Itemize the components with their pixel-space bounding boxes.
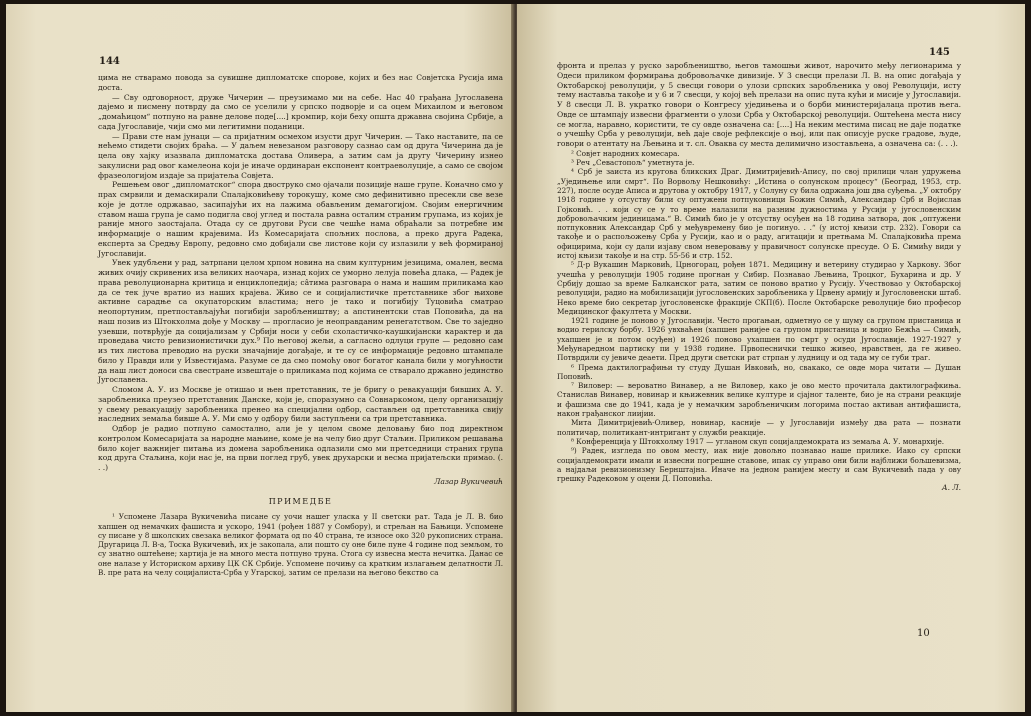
- paragraph: — Прави сте нам јунаци — са пријатним осмехом изусти друг Чичерин. — Тако наставите, па се нећемо стидети својих браћа. — У даљем невезаном разговору сазнао сам од друга Чичерина да је цела ову хајку изазвала дипломатска доставa Оливера, а затим сам ја другу Чичерину изнео закулисни рад овог камелеона који је иначе ординаран експонент контраеволуције, а само се својом фразеологијом издаје за пријатеља Совјета.: [98, 131, 503, 180]
- paragraph: Сломом А. У. из Москве је отишао и њен претставник, те је бригу о ревакуацији бивших А. У. заробљеника преузео претставник Данске, који је, споразумно са Совнаркомом, целу организацију у свему ревакуацију заробљеника пренео на специјални одбор, састављен од претставника свију наследних земаља бивше А. У. Ми смо у одбору били заступљени са три претставника.: [98, 385, 503, 424]
- footnote: ³ Реч „Севастопољ“ уметнута је.: [571, 158, 695, 168]
- footnote: ⁶ Према дактилографињи ту студу Душан Ивковић, но, свакако, се овде мора читати — Душан Поповић.: [557, 362, 961, 381]
- footnote: Мита Димитријевић-Оливер, новинар, касније — у Југославији између два рата — познати политичар, политикант-интригант у служби реакције.: [557, 418, 961, 437]
- paragraph: фронта и прелаз у руско заробљеништво, његов тамошњи живот, нарочито међу легионарима у Одеси приликом формирања добровољачке дивизије. У 3 свесци прелази Л. В. на опис догађаја у Октобарској револуцији, у 5 свесци говори о улози српских заробљеника у овој Револуцији, исту тему наставља такође и у 6 и 7 свесци, у којој већ прелази на опис пута кући и мисије у Југославији. У 8 свесци Л. В. укратко говори о Конгресу уједињења и о борби министеријалаца против њега. Овде се штампају извесни фрагменти о улози Срба у Октобарској револуцији. Оштећена места нису се могла, наравно, користити, те су овде означена са: [....] На неким местима писац не даје податке о учешћу Срба у револуцији, већ даје своје рефлексије о њој, или пак описује руске градове, људе, говори о атентату на Љењина и т. сл. Оваква су места делимично изостављена, а означена са: (. . .).: [557, 61, 961, 148]
- footnote: ⁷ Виловер: — вероватно Винавер, а не Виловер, како је ово место прочитала дактилографкиња. Станислав Винавер, новинар и књижевник велике културе и сјајног таленте, био је на страни реакције и фашизма све до 1941, када је у немачким заробљеничким логорима постао активан антифашиста, након грађанског лиијии.: [557, 381, 961, 419]
- footnote: ⁸ Конференција у Штокхолму 1917 — угланом скуп социјалдемократа из земаља А. У. монархије.: [571, 436, 945, 446]
- footnote: 1921 године је поново у Југославији. Често прогањан, одметнуо се у шуму са групом пристаница и водио герилску борбу. 1926 увхваћен (хапшен ранијее са групом пристаница и водио Бежћа — Симић, ухапшен је и потом осуђен) и 1926 поново ухапшен по смрт у осуди Југославије. 1927-1927 у Међунаредном партиску пи у 1938 године. Првопеснички тешко живео, нравствен, да ге живео. Потврдили су јевиче деаети. Пред други светски рат стрпан у лудницу и од тада му се губи траг.: [557, 316, 961, 363]
- right-page: [517, 4, 1025, 712]
- paragraph: Решењем овог „дипломатског“ спора двоструко смо ојачали позиције наше групе. Коначно смо у прах смрвили и демаскирали Спалајковићеву торокушу, коме смо дефинитивно пресекли све везе које је дотле одржавао, засипајући их на лажима обављеним демагогијом. Својим енергичним ставом наша група је само подигла свој углед и постала равна осталим страним групама, из којих је раније много заостајала. Отада су се другови Руси све чешће нама обраћали за потребне им информације о нашим крајевима. Из Комесаријата спољних послова, а преко друга Радека, експерта за Средњу Европу, редовно смо добијали све листове који су излазили у већ формираној Југославији.: [98, 180, 503, 258]
- paragraph: Одбор је радио потпуно самостално, али је у целом своме деловању био под директном контролом Комесаријата за народне мањине, коме је на челу био друг Стаљин. Приликом решавања било којег важнијег питања из домена заробљеника одлазили смо ми претседници страних група код друга Стаљина, који нас је, на први поглед груб, увек друхарски и весма пријатељски примао. (. . .): [98, 424, 503, 472]
- bottom-number: 10: [917, 628, 930, 639]
- left-page: [6, 4, 514, 712]
- right-page-number: 145: [929, 47, 950, 58]
- footnote: ¹ Успомене Лазара Вукичевића писане су уочи нашег уласка у II светски рат. Тада је Л. В. био хапшен од немачких фашиста и ускоро, 1941 (рођен 1887 у Сомбору), и стрељан на Бањици. Успомене су писане у 8 школских свезака великог формата од по 40 страна, те износе око 320 рукописних страна. Другарица Л. В-а, Тоска Вукичевић, их је закопала, али пошто су оне биле пуне 4 године под земљом, то су знатно оштећене; хартија је на много места потпуно труна. Стога су извесна места нечитка. Данас се оне налазе у Историском архиву ЦК СК Србије. Успомене почињу са кратким излагањем делатности Л. В. пре рата на челу социјалиста-Срба у Угарској, затим се прелази на његово бекство са: [98, 512, 503, 578]
- footnote: ² Совјет народних комесара.: [571, 148, 680, 158]
- paragraph: цима не стварамо повода за сувишне дипломатске спорове, којих и без нас Совјетска Русија има доста.: [98, 73, 503, 92]
- footnote: ⁹) Радек, изгледа по овом месту, иак није довољно познавао наше прилике. Иако су српски социјалдемократи имали и извесни погрешне ставове, ипак су управо они били најближи бољшевизма, а најдаљи ревизионизму Бернштајна. Иначе на једном ранијем месту и сам Вукичевић пада у ову грешку Радековом у оцени Д. Поповића.: [557, 446, 961, 484]
- footnote: ⁴ Срб је заиста из кругова бликских Драг. Димитријевић-Апису, по свој прилици члан удружења „Уједињење или смрт“. По Ворвољу Нешковићу: „Истина о солунском процесу“ (Београд, 1953, стр. 227), после осуде Аписа и друтова у октобру 1917, у Солуну су била одржана још два суђења. „У октобру 1918 године у отсуству били су оптужени потпуковници Божин Симић, Александар Срб и Војислав Гојковић. . . који су се у то време налазили на разним дужностима у Русији у југословенским добровољачким јединицама.“ В. Симић био је у отсуству осуђен на 18 година затвора, док „оптужени потпуковник Александар Срб у међувремену био је погинуо. . .“ (у истој књизи стр. 232). Говори са такође и о распољожењу Срба у Русији, као и о раду, агитацији и претњама М. Спалајковића према официрима, који су дали изјаву свом неверовању у правичност солунске пресуде. О Б. Симићу види у истој књизи такође и на стр. 55-56 и стр. 152.: [557, 167, 961, 261]
- paragraph: — Сву одговорност, друже Чичерин — преузимамо ми на себе. Нас 40 грађана Југославена дајемо и писмену потврду да смо се уселили у српско подворје и са оцем Михаилом и његовом „домаћицом“ потпуно на равне делове поде[....] кромпир, који беху општа државна својина Србије, а сада Југославије, чији смо ми легитимни поданици.: [98, 92, 503, 131]
- footnote: ⁵ Д-р Вукашин Марковић, Црногорац, рођен 1871. Медицину и ветерину студирао у Харкову. Због учешћа у револуцији 1905 године прогнан у Сибир. Познавао Љењина, Троцког, Бухарина и др. У Србију дошао за време Балканског рата, затим се поново вратио у Русију. Учествовао у Октобарској револуцији, радио на мобилизацији југословенских заробљеника у Црвену армију и Југословенски штаб. Неко време био секретар југословенске фракције СКП(б). После Октобарске револуције био професор Медицинског факултета у Москви.: [557, 260, 961, 316]
- author-signature: Лазар Вукичевић: [434, 476, 503, 486]
- right-page-body: [557, 61, 961, 493]
- paragraph: Увек удубљени у рад, затрпани целом хрпом новина на свим културним језицима, омален, весма живих очију скривених иза великих наочара, изнад којих се уморно лелуја повећа длака, — Радек је права револуционарна критица и енциклопедија; са̂тима разговара о нама и нашим приликама као да се тек јуче вратио из наших крајева. Живо се и социјалистичке претставнике због њихове активне сарадње са окупаторским властима; него је тако и погибију Туцовића сматрао неопортуним, претпостављајући погибији заробљеништву; а апстинентски став Поповића, да на наш позив из Штокхолма дође у Москву — проглaсио је неоправданим ренегатством. Све то заједно узевши, потврђује да социјализам у Србији носи у себи схоластичко-каушкијански карактер и да проведава чисто ревизионистички дух.⁹ По његовој жељи, а сагласно одлуци групе — редовно сам из тих листова преводио на руски значајније догађаје, и те су се информације редовно штампале било у Правди или у Известијама. Разуме се да смо помоћу овог богатог канала били у могућности да наш лист доноси сва свестране извештаје о приликама под којима се стварало државно јединство Југославена.: [98, 258, 503, 385]
- notes-heading: ПРИМЕДБЕ: [268, 496, 333, 506]
- left-page-body: [98, 73, 503, 577]
- notes-signature: А. Л.: [941, 483, 961, 493]
- left-page-number: 144: [99, 56, 120, 67]
- book-spread: [6, 4, 1025, 712]
